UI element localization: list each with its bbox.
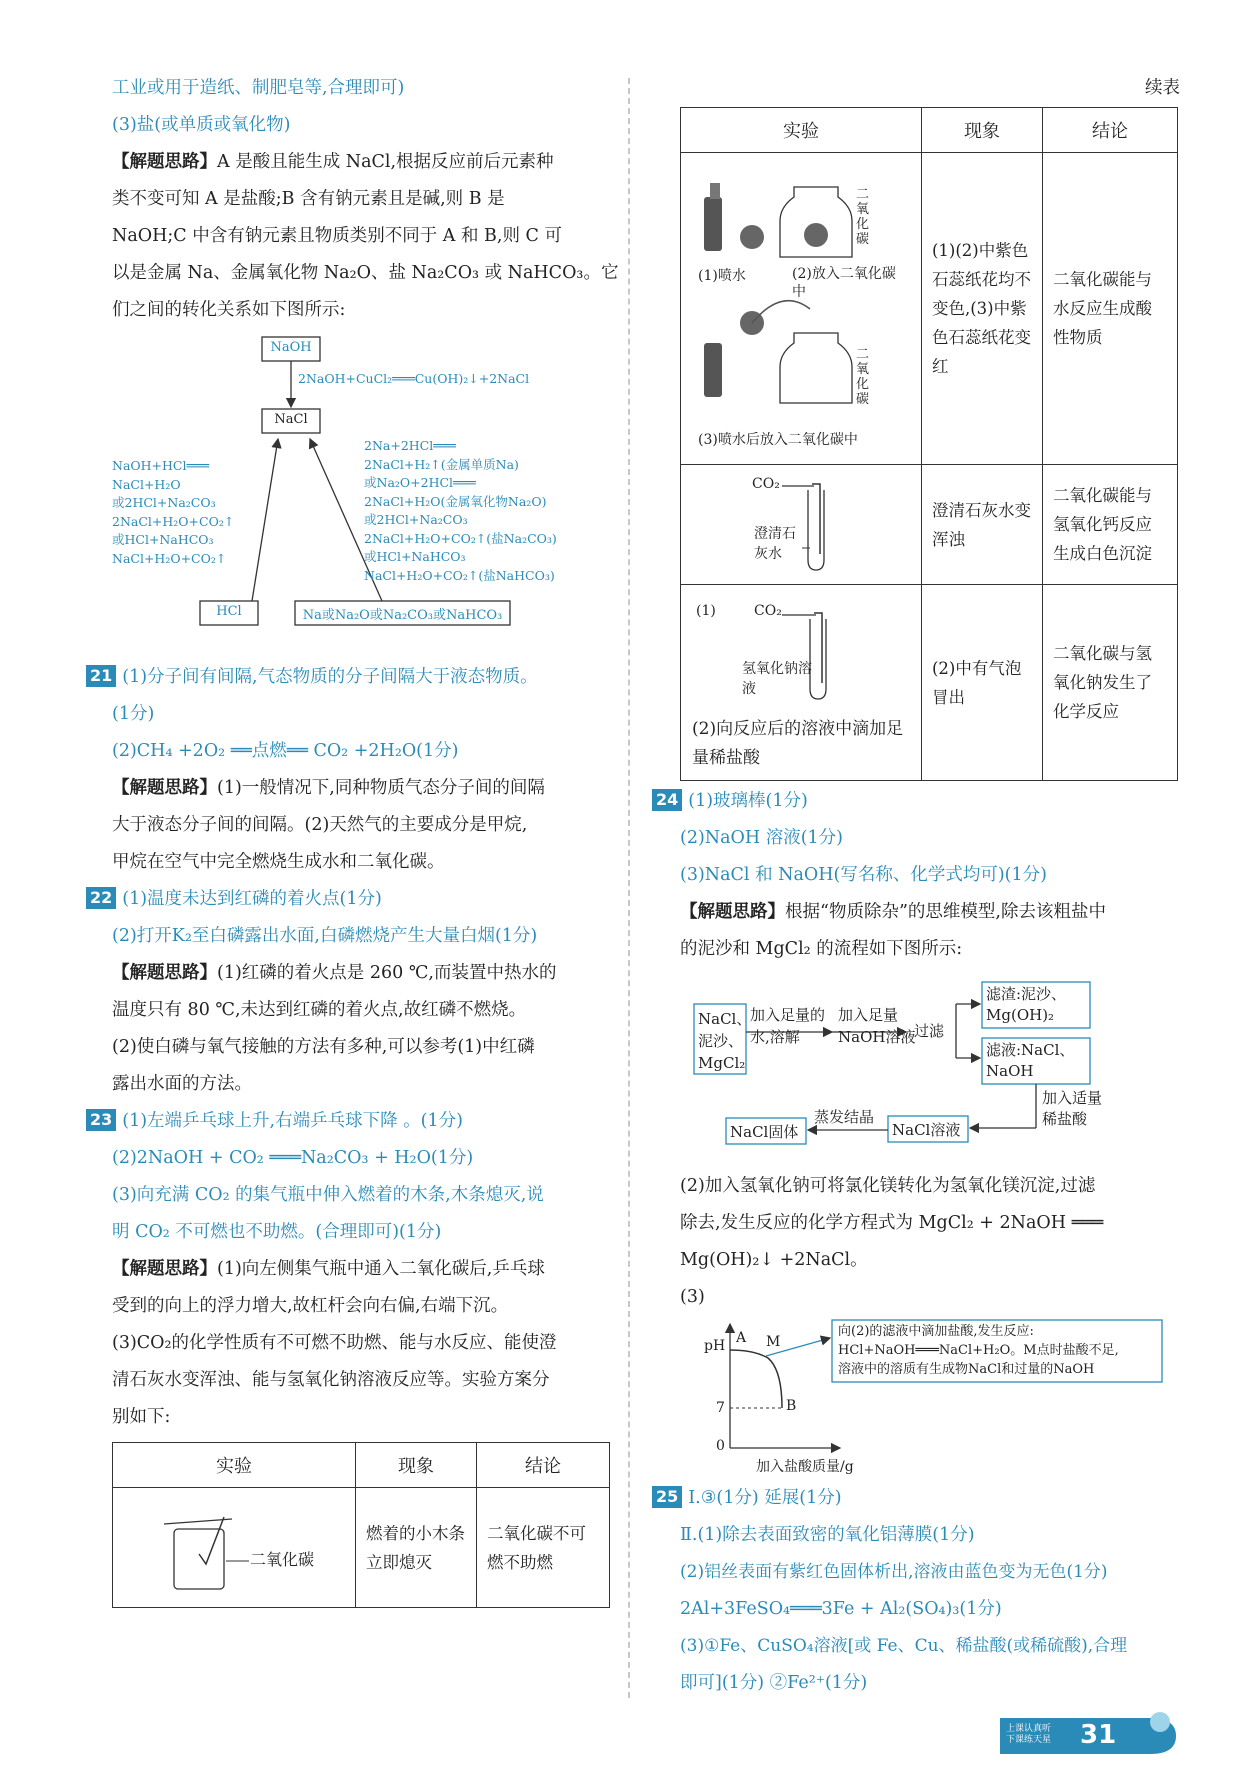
flow-text: NaCl、: [698, 1010, 752, 1028]
point-label: M: [766, 1334, 781, 1350]
page-number: 31: [1080, 1720, 1117, 1750]
answer-line: (1分): [112, 704, 155, 724]
question-number: 24: [652, 789, 682, 811]
node-hcl: HCl: [216, 604, 242, 619]
answer-line: 工业或用于造纸、制肥皂等,合理即可): [112, 78, 405, 98]
answer-line: (2)2NaOH + CO₂ ═══Na₂CO₃ + H₂O(1分): [112, 1148, 474, 1168]
figure-caption: (3)喷水后放入二氧化碳中: [698, 431, 858, 448]
experiment-table: [112, 1442, 610, 1608]
solution-text: Mg(OH)₂↓ +2NaCl。: [680, 1250, 868, 1270]
note-line: HCl+NaOH═══NaCl+H₂O。M点时盐酸不足,: [838, 1343, 1119, 1358]
solution-text: (1)红磷的着火点是 260 ℃,而装置中热水的: [217, 963, 557, 983]
answer-line: (3)向充满 CO₂ 的集气瓶中伸入燃着的木条,木条熄灭,说: [112, 1185, 544, 1205]
step-add-naoh: [838, 1004, 915, 1048]
answer-line: (2)打开K₂至白磷露出水面,白磷燃烧产生大量白烟(1分): [112, 926, 538, 946]
equation-top: 2NaOH+CuCl₂═══Cu(OH)₂↓+2NaCl: [298, 371, 530, 386]
co2-label: 二氧化碳: [856, 186, 870, 247]
question-number: 22: [86, 887, 116, 909]
result-residue: [986, 984, 1066, 1026]
answer-line: (2)铝丝表面有紫红色固体析出,溶液由蓝色变为无色(1分): [680, 1562, 1108, 1582]
conclusion-cell: 二氧化碳能与氢氧化钙反应生成白色沉淀: [1043, 465, 1178, 585]
flow-text: 稀盐酸: [1042, 1110, 1088, 1128]
co2-label: 二氧化碳: [856, 346, 870, 407]
solution-text: 们之间的转化关系如下图所示:: [112, 300, 346, 320]
node-nacl: NaCl: [274, 412, 308, 427]
solution-text: 根据“物质除杂”的思维模型,除去该粗盐中: [785, 902, 1106, 922]
result-filtrate: [986, 1040, 1074, 1082]
left-column: [90, 70, 632, 1608]
table-header: 结论: [477, 1443, 610, 1488]
start-materials: [698, 1008, 751, 1074]
figure-caption: (2)放入二氧化碳中: [792, 265, 896, 300]
page-footer: [1000, 1710, 1180, 1756]
phenomenon-cell: (2)中有气泡冒出: [922, 585, 1043, 781]
solution-text: NaOH;C 中含有钠元素且物质类别不同于 A 和 B,则 C 可: [112, 226, 562, 246]
answer-line: (3)盐(或单质或氧化物): [112, 115, 291, 135]
equation-line: NaCl+H₂O: [112, 476, 181, 492]
note-line: 向(2)的滤液中滴加盐酸,发生反应:: [838, 1324, 1034, 1339]
equation-line: 2Na+2HCl═══: [364, 438, 456, 453]
slogan-line: 上课认真听: [1006, 1724, 1052, 1734]
solution-text: (3)CO₂的化学性质有不可燃不助燃、能与水反应、能使澄: [112, 1333, 557, 1353]
solution-label: 【解题思路】: [112, 152, 217, 172]
equation-line: 或HCl+NaHCO₃: [112, 532, 214, 547]
flow-text: Mg(OH)₂: [986, 1006, 1055, 1024]
solution-text: 露出水面的方法。: [112, 1074, 252, 1094]
conclusion-cell: 二氧化碳不可燃不助燃: [477, 1488, 610, 1608]
table-header: 结论: [1043, 108, 1178, 153]
slogan-line: 下课练天星: [1006, 1735, 1052, 1745]
nacl-solution: NaCl溶液: [892, 1121, 961, 1139]
continued-table-label: 续表: [1145, 78, 1180, 98]
experiment-figure: [681, 153, 922, 465]
answer-line: Ⅱ.(1)除去表面致密的氧化铝薄膜(1分): [680, 1525, 975, 1545]
axis-label-ph: pH: [704, 1338, 726, 1354]
point-label: A: [736, 1330, 747, 1346]
solution-text: 除去,发生反应的化学方程式为 MgCl₂ + 2NaOH ═══: [680, 1213, 1104, 1233]
flow-text: 水,溶解: [750, 1028, 800, 1046]
equations-left: [112, 457, 234, 568]
solution-text: (3): [680, 1287, 705, 1307]
equation-line: NaOH+HCl═══: [112, 458, 210, 473]
equation-line: 2NaCl+H₂O(金属氧化物Na₂O): [364, 493, 547, 509]
node-sodium-compounds: Na或Na₂O或Na₂CO₃或NaHCO₃: [302, 608, 503, 623]
equation-line: NaCl+H₂O+CO₂↑(盐NaHCO₃): [364, 567, 555, 583]
equation-line: 2NaCl+H₂↑(金属单质Na): [364, 456, 519, 472]
answer-line: 2Al+3FeSO₄═══3Fe + Al₂(SO₄)₃(1分): [680, 1599, 1002, 1619]
solution-text: 的泥沙和 MgCl₂ 的流程如下图所示:: [680, 939, 963, 959]
experiment-table-continued: [680, 107, 1178, 781]
solution-text: 大于液态分子间的间隔。(2)天然气的主要成分是甲烷,: [112, 815, 528, 835]
solution-text: 温度只有 80 ℃,未达到红磷的着火点,故红磷不燃烧。: [112, 1000, 527, 1020]
phenomenon-cell: 澄清石灰水变浑浊: [922, 465, 1043, 585]
solution-text: 甲烷在空气中完全燃烧生成水和二氧化碳。: [112, 852, 445, 872]
figure-caption: (1)喷水: [698, 267, 746, 284]
conclusion-cell: 二氧化碳与氢氧化钠发生了化学反应: [1043, 585, 1178, 781]
answer-line: (2)NaOH 溶液(1分): [680, 828, 843, 848]
solution-label-text: 氢氧化钠溶液: [742, 660, 812, 697]
answer-line: 即可](1分) ②Fe²⁺(1分): [680, 1673, 868, 1693]
phenomenon-cell: (1)(2)中紫色石蕊纸花均不变色,(3)中紫色石蕊纸花变红: [922, 153, 1043, 465]
solution-text: (2)加入氢氧化钠可将氯化镁转化为氢氧化镁沉淀,过滤: [680, 1176, 1096, 1196]
tick-label: 0: [716, 1438, 725, 1454]
solution-text: (1)一般情况下,同种物质气态分子间的间隔: [217, 778, 545, 798]
answer-line: Ⅰ.③(1分) 延展(1分): [688, 1488, 842, 1508]
solution-text: A 是酸且能生成 NaCl,根据反应前后元素种: [217, 152, 554, 172]
phenomenon-cell: 燃着的小木条立即熄灭: [356, 1488, 477, 1608]
flow-text: 加入适量: [1042, 1089, 1103, 1107]
solution-label: 【解题思路】: [112, 1259, 217, 1279]
table-header: 实验: [681, 108, 922, 153]
test-tube-illustration: [682, 589, 918, 719]
flow-text: NaOH: [986, 1062, 1034, 1080]
solution-text: 别如下:: [112, 1407, 171, 1427]
equation-line: NaCl+H₂O+CO₂↑: [112, 550, 227, 566]
equation-line: 2NaCl+H₂O+CO₂↑(盐Na₂CO₃): [364, 530, 557, 546]
equation-line: 或2HCl+Na₂CO₃: [364, 512, 468, 527]
equation-line: 或Na₂O+2HCl═══: [364, 475, 476, 490]
solution-text: 以是金属 Na、金属氧化物 Na₂O、盐 Na₂CO₃ 或 NaHCO₃。它: [112, 263, 619, 283]
flow-text: 加入足量: [838, 1006, 899, 1024]
co2-label: CO₂: [754, 602, 782, 619]
step-filter: 过滤: [914, 1022, 945, 1040]
question-number: 25: [652, 1486, 682, 1508]
answer-line: 明 CO₂ 不可燃也不助燃。(合理即可)(1分): [112, 1222, 442, 1242]
solution-text: 类不变可知 A 是盐酸;B 含有钠元素且是碱,则 B 是: [112, 189, 505, 209]
table-header: 现象: [922, 108, 1043, 153]
purification-flowchart: [680, 968, 1180, 1168]
step-text: (2)向反应后的溶液中滴加足量稀盐酸: [692, 718, 904, 768]
solution-label: 【解题思路】: [680, 902, 785, 922]
answer-line: (1)左端乒乓球上升,右端乒乓球下降 。(1分): [122, 1111, 463, 1131]
co2-label: 二氧化碳: [250, 1549, 315, 1569]
step-dissolve: [750, 1004, 825, 1048]
question-number: 21: [86, 665, 116, 687]
step-evaporate: 蒸发结晶: [814, 1108, 875, 1126]
flow-text: 加入足量的: [750, 1006, 826, 1024]
table-header: 实验: [113, 1443, 356, 1488]
flow-text: 滤渣:泥沙、: [986, 985, 1067, 1003]
table-header: 现象: [356, 1443, 477, 1488]
conclusion-cell: 二氧化碳能与水反应生成酸性物质: [1043, 153, 1178, 465]
equations-right: [364, 437, 557, 585]
point-label: B: [786, 1398, 797, 1414]
solution-label: 【解题思路】: [112, 778, 217, 798]
graph-note: [838, 1322, 1119, 1379]
solution-label-text: 澄清石灰水: [754, 525, 796, 562]
co2-label: CO₂: [752, 475, 780, 492]
answer-line: (1)分子间有间隔,气态物质的分子间隔大于液态物质。: [122, 667, 538, 687]
footer-slogan: [1006, 1724, 1051, 1746]
flow-text: NaOH溶液: [838, 1028, 916, 1046]
right-column: [656, 70, 1180, 1702]
tick-label: 7: [716, 1400, 725, 1416]
solution-text: (2)使白磷与氧气接触的方法有多种,可以参考(1)中红磷: [112, 1037, 535, 1057]
solution-text: 受到的向上的浮力增大,故杠杆会向右偏,右端下沉。: [112, 1296, 509, 1316]
answer-line: (3)①Fe、CuSO₄溶液[或 Fe、Cu、稀盐酸(或稀硫酸),合理: [680, 1636, 1128, 1656]
solution-text: 清石灰水变浑浊、能与氢氧化钠溶液反应等。实验方案分: [112, 1370, 550, 1390]
ph-graph: [680, 1316, 1180, 1476]
solution-text: (1)向左侧集气瓶中通入二氧化碳后,乒乓球: [217, 1259, 545, 1279]
conversion-diagram: [112, 329, 632, 659]
step-add-hcl: [1042, 1088, 1102, 1130]
answer-line: (3)NaCl 和 NaOH(写名称、化学式均可)(1分): [680, 865, 1047, 885]
equation-line: 或2HCl+Na₂CO₃: [112, 495, 216, 510]
answer-line: (1)玻璃棒(1分): [688, 791, 808, 811]
solution-label: 【解题思路】: [112, 963, 217, 983]
nacl-solid: NaCl固体: [730, 1123, 799, 1141]
experiment-figure: [681, 585, 922, 781]
question-number: 23: [86, 1109, 116, 1131]
axis-label-x: 加入盐酸质量/g: [756, 1459, 854, 1475]
experiment-figure: [681, 465, 922, 585]
flow-text: 滤液:NaCl、: [986, 1041, 1075, 1059]
note-line: 溶液中的溶质有生成物NaCl和过量的NaOH: [838, 1362, 1095, 1377]
answer-line: (2)CH₄ +2O₂ ══点燃══ CO₂ +2H₂O(1分): [112, 741, 459, 761]
flow-text: MgCl₂: [698, 1054, 746, 1072]
equation-line: 2NaCl+H₂O+CO₂↑: [112, 513, 235, 529]
litmus-flower-illustration: [682, 157, 918, 457]
flow-text: 泥沙、: [698, 1032, 744, 1050]
node-naoh: NaOH: [270, 340, 312, 355]
answer-line: (1)温度未达到红磷的着火点(1分): [122, 889, 382, 909]
equation-line: 或HCl+NaHCO₃: [364, 549, 466, 564]
experiment-figure: [113, 1488, 356, 1608]
step-number: (1): [696, 602, 716, 619]
